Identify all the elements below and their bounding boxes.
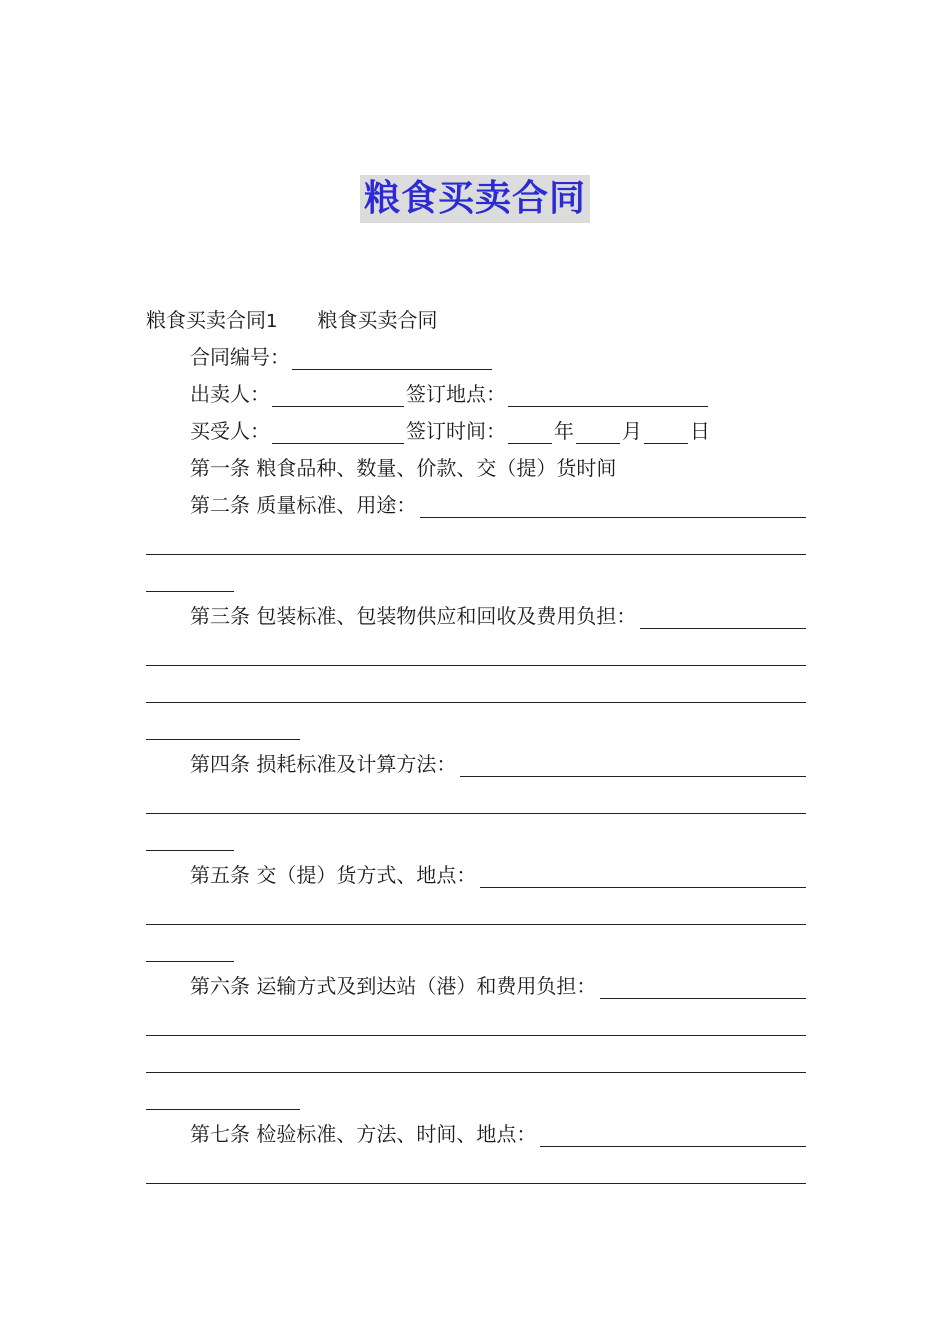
article-5-text: 第五条 交（提）货方式、地点： — [190, 863, 477, 887]
article-2-rule-1[interactable] — [146, 524, 806, 561]
article-5-rule-1[interactable] — [146, 894, 806, 931]
article-6-text: 第六条 运输方式及到达站（港）和费用负担： — [190, 974, 597, 998]
article-4 — [146, 746, 806, 783]
day-blank[interactable] — [644, 417, 688, 444]
article-7-text: 第七条 检验标准、方法、时间、地点： — [190, 1122, 537, 1146]
article-2-blank[interactable] — [420, 491, 806, 518]
article-3 — [146, 598, 806, 635]
contract-no-blank[interactable] — [292, 343, 492, 370]
sign-time-label: 签订时间： — [406, 419, 506, 443]
article-5-blank[interactable] — [480, 861, 806, 888]
seller-line — [146, 376, 806, 413]
article-7-rule-1[interactable] — [146, 1153, 806, 1190]
year-blank[interactable] — [508, 417, 552, 444]
contract-no-line — [146, 339, 806, 376]
article-3-blank[interactable] — [640, 602, 806, 629]
article-6 — [146, 968, 806, 1005]
article-7 — [146, 1116, 806, 1153]
article-3-text: 第三条 包装标准、包装物供应和回收及费用负担： — [190, 604, 637, 628]
article-7-blank[interactable] — [540, 1120, 806, 1147]
article-3-rule-2[interactable] — [146, 672, 806, 709]
article-4-blank[interactable] — [460, 750, 806, 777]
article-6-rule-2[interactable] — [146, 1042, 806, 1079]
article-4-rule-1[interactable] — [146, 783, 806, 820]
article-3-rule-3[interactable] — [146, 709, 806, 746]
article-3-rule-1[interactable] — [146, 635, 806, 672]
article-4-rule-2[interactable] — [146, 820, 806, 857]
article-1-text: 第一条 粮食品种、数量、价款、交（提）货时间 — [190, 456, 617, 480]
month-blank[interactable] — [576, 417, 620, 444]
seller-blank[interactable] — [272, 380, 404, 407]
article-1 — [146, 450, 806, 487]
buyer-blank[interactable] — [272, 417, 404, 444]
article-2-text: 第二条 质量标准、用途： — [190, 493, 417, 517]
article-4-text: 第四条 损耗标准及计算方法： — [190, 752, 457, 776]
contract-no-label: 合同编号： — [190, 345, 290, 369]
article-6-rule-1[interactable] — [146, 1005, 806, 1042]
heading-left: 粮食买卖合同 — [146, 308, 266, 332]
year-label: 年 — [554, 419, 574, 443]
article-6-blank[interactable] — [600, 972, 806, 999]
heading-right: 粮食买卖合同 — [317, 308, 438, 332]
month-label: 月 — [622, 419, 642, 443]
heading-number: 1 — [266, 311, 278, 332]
sign-place-blank[interactable] — [508, 380, 708, 407]
article-5 — [146, 857, 806, 894]
document-title: 粮食买卖合同 — [360, 175, 590, 223]
heading-line — [146, 302, 806, 339]
article-6-rule-3[interactable] — [146, 1079, 806, 1116]
article-5-rule-2[interactable] — [146, 931, 806, 968]
article-2-rule-2[interactable] — [146, 561, 806, 598]
article-2 — [146, 487, 806, 524]
contract-body — [146, 302, 806, 1190]
seller-label: 出卖人： — [190, 382, 270, 406]
day-label: 日 — [690, 419, 710, 443]
buyer-line — [146, 413, 806, 450]
sign-place-label: 签订地点： — [406, 382, 506, 406]
title-wrap — [0, 175, 950, 223]
buyer-label: 买受人： — [190, 419, 270, 443]
